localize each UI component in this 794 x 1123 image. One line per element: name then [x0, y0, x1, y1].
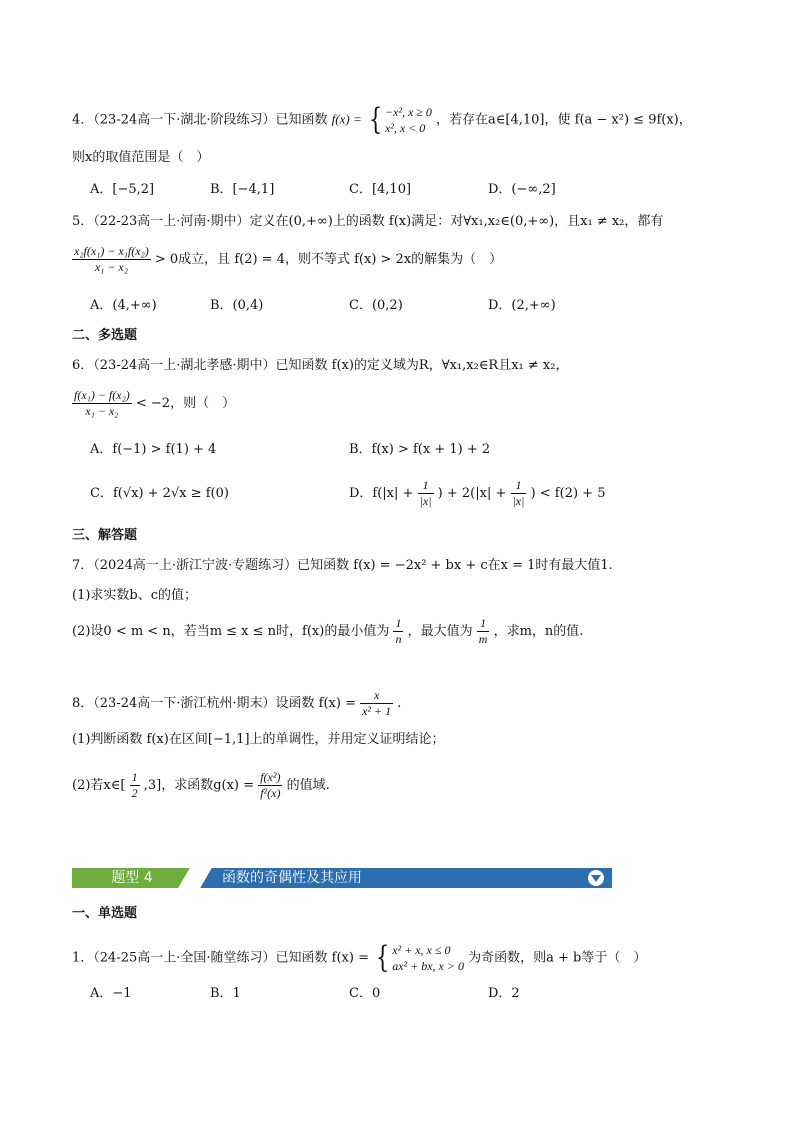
q1-option-d: D．2 — [488, 986, 520, 1001]
q1-piecewise: x² + x, x ≤ 0 ax² + bx, x > 0 — [392, 943, 464, 973]
q1-option-c: C．0 — [349, 986, 381, 1001]
section-solution: 三、解答题 — [72, 528, 138, 543]
q6-option-c: C．f(√x) + 2√x ≥ f(0) — [90, 486, 229, 501]
q6-option-a: A．f(−1) > f(1) + 4 — [90, 442, 217, 457]
q4-prefix: 4．（23-24高一下·湖北·阶段练习）已知函数 — [72, 112, 328, 128]
q7-line1: 7．（2024高一上·浙江宁波·专题练习）已知函数 f(x) = −2x² + bx + c在x = 1时有最大值1. — [72, 558, 613, 573]
q8-frac-g: $\frac{\text{f(x²)}}{\text{f²(x)}}$ — [260, 770, 281, 800]
q4-option-b: B．[−4,1] — [210, 182, 275, 197]
q5-option-a: A．(4,+∞) — [90, 298, 157, 313]
q8-part1: (1)判断函数 f(x)在区间[−1,1]上的单调性，并用定义证明结论； — [72, 732, 445, 747]
q8-part2: (2)若x∈[ $\frac{1}{2}$ ,3]，求函数g(x) = $\frac{\text{f(x²)}}{\text{f²(x)}}$ 的值域. — [72, 770, 330, 800]
q6-fraction: $\frac{\text{f(x₁) − f(x₂)}}{\text{x₁ − x₂}}$ — [74, 388, 130, 418]
q5-line1: 5．（22-23高一上·河南·期中）定义在(0,+∞)上的函数 f(x)满足：对∀x₁,x₂∈(0,+∞)，且x₁ ≠ x₂，都有 — [72, 214, 664, 229]
q7-part2: (2)设0 < m < n，若当m ≤ x ≤ n时，f(x)的最小值为 $\frac{1}{n}$ ，最大值为 $\frac{1}{m}$ ，求m，n的值. — [72, 616, 584, 646]
q1-line1: 1．（24-25高一上·全国·随堂练习）已知函数 f(x) = { x² + x, x ≤ 0 ax² + bx, x > 0 为奇函数，则a + b等于（ ） — [72, 940, 647, 975]
q5-option-d: D．(2,+∞) — [488, 298, 556, 313]
q7-frac-n: $\frac{1}{n}$ — [395, 616, 402, 646]
q5-option-b: B．(0,4) — [210, 298, 264, 313]
q6-option-d: D．f(|x| + $\frac{1}{|x|}$ ) + 2(|x| + $\frac{1}{|x|}$ ) < f(2) + 5 — [349, 478, 606, 508]
section-single-choice: 一、单选题 — [72, 906, 138, 921]
banner-title: 函数的奇偶性及其应用 — [222, 870, 362, 886]
q6-line2 — [72, 388, 235, 419]
section-multi-choice: 二、多选题 — [72, 328, 138, 343]
q8-frac-half: $\frac{1}{2}$ — [131, 770, 138, 800]
banner-type-label: 题型 4 — [72, 868, 192, 888]
q4-piecewise: −x², x ≥ 0 x², x < 0 — [384, 105, 432, 135]
q5-option-c: C．(0,2) — [349, 298, 403, 313]
q6-line2-text: < −2，则（ ） — [135, 396, 236, 411]
q6-line1: 6．（23-24高一上·湖北孝感·期中）已知函数 f(x)的定义域为R，∀x₁,x₂∈R且x₁ ≠ x₂， — [72, 358, 569, 373]
q7-part1: (1)求实数b、c的值； — [72, 588, 198, 603]
q4-condition: ，若存在a∈[4,10]，使 f(a − x²) ≤ 9f(x)， — [436, 112, 692, 128]
q4-option-a: A．[−5,2] — [90, 182, 155, 197]
topic-banner — [72, 866, 612, 890]
q5-line2 — [72, 244, 502, 275]
q8-frac: $\frac{x}{\text{x² + 1}}$ — [362, 688, 392, 718]
q6-d-frac1: $\frac{1}{|x|}$ — [419, 478, 432, 508]
q4-line2: 则x的取值范围是（ ） — [72, 150, 210, 165]
q1-option-b: B．1 — [210, 986, 241, 1001]
q6-d-frac2: $\frac{1}{|x|}$ — [512, 478, 525, 508]
q4-option-d: D．(−∞,2] — [488, 182, 556, 197]
q4-option-c: C．[4,10] — [349, 182, 412, 197]
q5-line2-text: > 0成立，且 f(2) = 4，则不等式 f(x) > 2x的解集为（ ） — [154, 252, 503, 267]
q4-line1: 4．（23-24高一下·湖北·阶段练习）已知函数 f(x) = { −x², x ≥ 0 x², x < 0 ，若存在a∈[4,10]，使 f(a − x²) ≤ 9f(x)， — [72, 102, 692, 137]
q1-option-a: A．−1 — [90, 986, 132, 1001]
q5-fraction: $\frac{\text{x₂f(x₁) − x₁f(x₂)}}{\text{x₁ − x₂}}$ — [74, 244, 149, 274]
chevron-down-icon[interactable] — [588, 870, 604, 886]
q6-option-b: B．f(x) > f(x + 1) + 2 — [349, 442, 491, 457]
q8-line1: 8．（23-24高一下·浙江杭州·期末）设函数 f(x) = $\frac{x}{\text{x² + 1}}$ . — [72, 688, 402, 718]
q4-fx: f(x) = — [331, 111, 362, 127]
q7-frac-m: $\frac{1}{m}$ — [478, 616, 488, 646]
